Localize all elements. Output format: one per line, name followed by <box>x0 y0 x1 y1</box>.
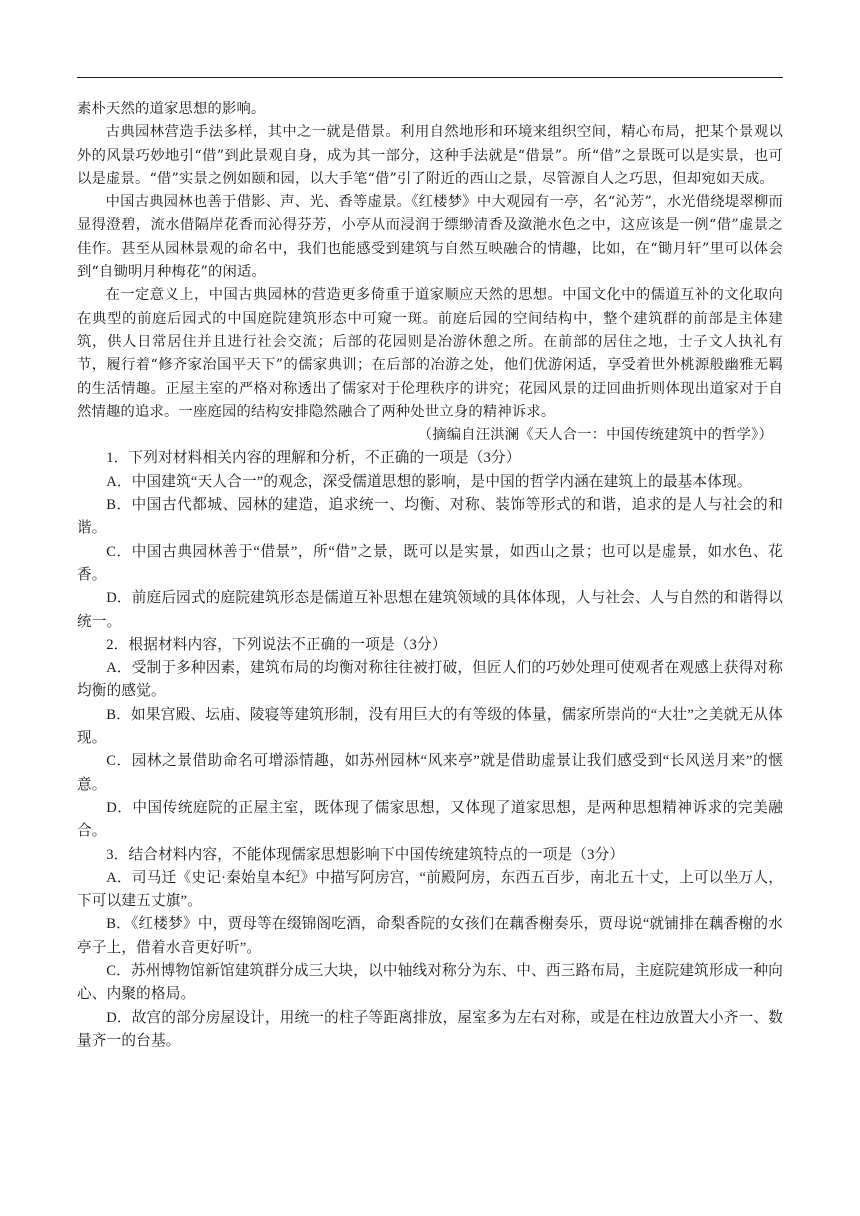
question-stem: 3．结合材料内容，不能体现儒家思想影响下中国传统建筑特点的一项是（3分） <box>106 846 625 863</box>
passage-source: （摘编自汪洪澜《天人合一：中国传统建筑中的哲学》） <box>417 427 773 444</box>
passage-paragraph: 素朴天然的道家思想的影响。 <box>77 101 266 117</box>
question-2 <box>77 634 783 844</box>
page-content <box>77 98 783 1053</box>
option-a: A．司马迁《史记·秦始皇本纪》中描写阿房宫，“前殿阿房，东西五百步，南北五十丈，上可以坐万人，下可以建五丈旗”。 <box>77 869 783 910</box>
passage-paragraph: 古典园林营造手法多样，其中之一就是借景。利用自然地形和环境来组织空间，精心布局，把某个景观以外的风景巧妙地引“借”到此景观自身，成为其一部分，这种手法就是“借景”。所“借”之景既可以是实景，也可以是虚景。“借”实景之例如颐和园，以大手笔“借”引了附近的西山之景，尽管源自人之巧思，但却宛如天成。 <box>77 124 783 187</box>
option-c: C．园林之景借助命名可增添情趣，如苏州园林“风来亭”就是借助虚景让我们感受到“长风送月来”的惬意。 <box>77 753 783 793</box>
option-b: B．如果宫殿、坛庙、陵寝等建筑形制，没有用巨大的有等级的体量，儒家所崇尚的“大壮”之美就无从体现。 <box>77 706 783 747</box>
question-3 <box>77 844 783 1054</box>
option-b: B．中国古代都城、园林的建造，追求统一、均衡、对称、装饰等形式的和谐，追求的是人与社会的和谐。 <box>77 497 783 537</box>
option-c: C．中国古典园林善于“借景”，所“借”之景，既可以是实景，如西山之景；也可以是虚景，如水色、花香。 <box>77 543 783 583</box>
option-d: D．前庭后园式的庭院建筑形态是儒道互补思想在建筑领域的具体体现，人与社会、人与自然的和谐得以统一。 <box>77 590 783 630</box>
passage-paragraph: 中国古典园林也善于借影、声、光、香等虚景。《红楼梦》中大观园有一亭，名“沁芳”，水光借绕堤翠柳而显得澄碧，流水借隔岸花香而沁得芬芳，小亭从而浸润于缥缈清香及潋滟水色之中，这应该是一例“借”虚景之佳作。甚至从园林景观的命名中，我们也能感受到建筑与自然互映融合的情趣，比如，在“锄月轩”里可以体会到“自锄明月种梅花”的闲适。 <box>77 194 783 281</box>
question-1 <box>77 447 783 633</box>
option-d: D．故宫的部分房屋设计，用统一的柱子等距离排放，屋室多为左右对称，或是在柱边放置大小齐一、数量齐一的台基。 <box>77 1009 783 1049</box>
header-rule <box>77 77 783 78</box>
option-d: D．中国传统庭院的正屋主室，既体现了儒家思想，又体现了道家思想，是两种思想精神诉求的完美融合。 <box>77 799 783 840</box>
question-stem: 1．下列对材料相关内容的理解和分析，不正确的一项是（3分） <box>106 450 521 467</box>
passage-paragraph: 在一定意义上，中国古典园林的营造更多倚重于道家顺应天然的思想。中国文化中的儒道互补的文化取向在典型的前庭后园式的中国庭院建筑形态中可窥一斑。前庭后园的空间结构中，整个建筑群的前部是主体建筑，供人日常居住并且进行社会交流；后部的花园则是冶游休憩之所。在前部的居住之地，士子文人执礼有节，履行着“修齐家治国平天下”的儒家典训；在后部的冶游之处，他们优游闲适，享受着世外桃源般幽雅无羁的生活情趣。正屋主室的严格对称透出了儒家对于伦理秩序的讲究；花园风景的迂回曲折则体现出道家对于自然情趣的追求。一座庭园的结构安排隐然融合了两种处世立身的精神诉求。 <box>77 287 783 420</box>
option-c: C．苏州博物馆新馆建筑群分成三大块，以中轴线对称分为东、中、西三路布局，主庭院建筑形成一种向心、内聚的格局。 <box>77 962 783 1003</box>
option-a: A．中国建筑“天人合一”的观念，深受儒道思想的影响，是中国的哲学内涵在建筑上的最基本体现。 <box>106 473 752 490</box>
option-a: A．受制于多种因素，建筑布局的均衡对称往往被打破，但匠人们的巧妙处理可使观者在观感上获得对称均衡的感觉。 <box>77 660 783 700</box>
option-b: B．《红楼梦》中，贾母等在缀锦阁吃酒，命梨香院的女孩们在藕香榭奏乐，贾母说“就铺排在藕香榭的水亭子上，借着水音更好听”。 <box>77 916 783 956</box>
question-stem: 2．根据材料内容，下列说法不正确的一项是（3分） <box>106 636 447 653</box>
reading-passage <box>77 98 783 447</box>
